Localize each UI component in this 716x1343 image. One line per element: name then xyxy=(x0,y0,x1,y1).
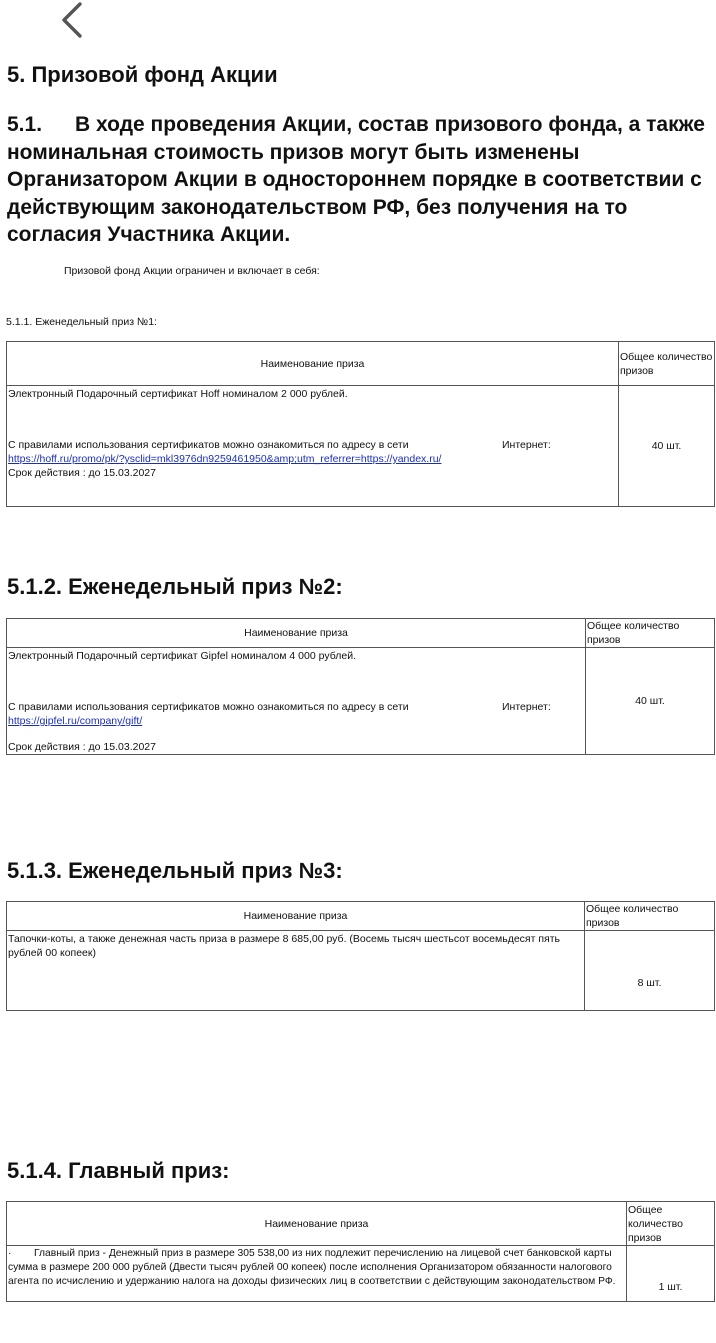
prize4-heading: 5.1.4. Главный приз: xyxy=(7,1158,230,1183)
prize1-internet: Интернет: xyxy=(502,439,551,451)
prize2-validity: Срок действия : до 15.03.2027 xyxy=(8,741,156,753)
prize4-item: Главный приз - Денежный приз в размере 305 538,00 из них подлежит перечислению на лицевой счет банковской карты сумма в размере 200 000 рублей (Двести тысяч рублей 00 копеек) после исполнения Организатором обязанности налогового агента по исчислению и удержанию налога на доходы физических лиц в соответствии с действующим законодательством РФ. xyxy=(8,1248,616,1287)
prize3-description xyxy=(7,931,585,1011)
col-header-name: Наименование приза xyxy=(7,1202,627,1246)
prize1-description xyxy=(7,386,619,507)
clause-text: В ходе проведения Акции, состав призового фонда, а также номинальная стоимость призов могут быть изменены Организатором Акции в одностороннем порядке в соответствии с действующим законодательством РФ, без получения на то согласия Участника Акции. xyxy=(7,113,705,247)
chevron-left-icon[interactable] xyxy=(58,0,88,40)
prize2-qty: 40 шт. xyxy=(586,648,715,755)
col-header-qty: Общее количество призов xyxy=(585,902,715,931)
prize4-description xyxy=(7,1246,627,1302)
section-heading: 5. Призовой фонд Акции xyxy=(7,62,278,87)
prize3-heading: 5.1.3. Еженедельный приз №3: xyxy=(7,858,343,883)
prize3-qty: 8 шт. xyxy=(585,931,715,1011)
prize1-validity: Срок действия : до 15.03.2027 xyxy=(8,467,156,479)
col-header-name: Наименование приза xyxy=(7,619,586,648)
prize1-qty: 40 шт. xyxy=(619,386,715,507)
col-header-qty: Общее количество призов xyxy=(586,619,715,648)
prize1-link[interactable]: https://hoff.ru/promo/pk/?ysclid=mkl3976dn9259461950&amp;utm_referrer=https://yandex.ru/ xyxy=(8,453,442,465)
prize1-rules: С правилами использования сертификатов можно ознакомиться по адресу в сети xyxy=(8,439,409,451)
prize3-table xyxy=(6,901,715,1011)
col-header-qty: Общее количество призов xyxy=(627,1202,715,1246)
prize4-qty: 1 шт. xyxy=(627,1246,715,1302)
prize4-bullet: · xyxy=(8,1248,12,1259)
prize1-table xyxy=(6,341,715,507)
prize1-item: Электронный Подарочный сертификат Hoff номиналом 2 000 рублей. xyxy=(8,388,348,400)
prize2-description xyxy=(7,648,586,755)
col-header-name: Наименование приза xyxy=(7,902,585,931)
prize2-table xyxy=(6,618,715,755)
prize1-heading: 5.1.1. Еженедельный приз №1: xyxy=(6,316,157,328)
prize2-rules: С правилами использования сертификатов можно ознакомиться по адресу в сети xyxy=(8,701,409,713)
prize2-internet: Интернет: xyxy=(502,701,551,713)
prize4-table xyxy=(6,1201,715,1302)
clause-5-1 xyxy=(7,111,707,249)
clause-number: 5.1. xyxy=(7,113,43,136)
section-heading-clip xyxy=(0,56,716,92)
col-header-qty: Общее количество призов xyxy=(619,342,715,386)
prize2-item: Электронный Подарочный сертификат Gipfel номиналом 4 000 рублей. xyxy=(8,650,356,662)
prize3-item: Тапочки-коты, а также денежная часть приза в размере 8 685,00 руб. (Восемь тысяч шестьсот восемьдесят пять рублей 00 копеек) xyxy=(8,933,560,959)
prize-fund-intro: Призовой фонд Акции ограничен и включает в себя: xyxy=(64,265,320,277)
prize2-heading: 5.1.2. Еженедельный приз №2: xyxy=(7,574,343,599)
col-header-name: Наименование приза xyxy=(7,342,619,386)
prize2-link[interactable]: https://gipfel.ru/company/gift/ xyxy=(8,715,143,727)
